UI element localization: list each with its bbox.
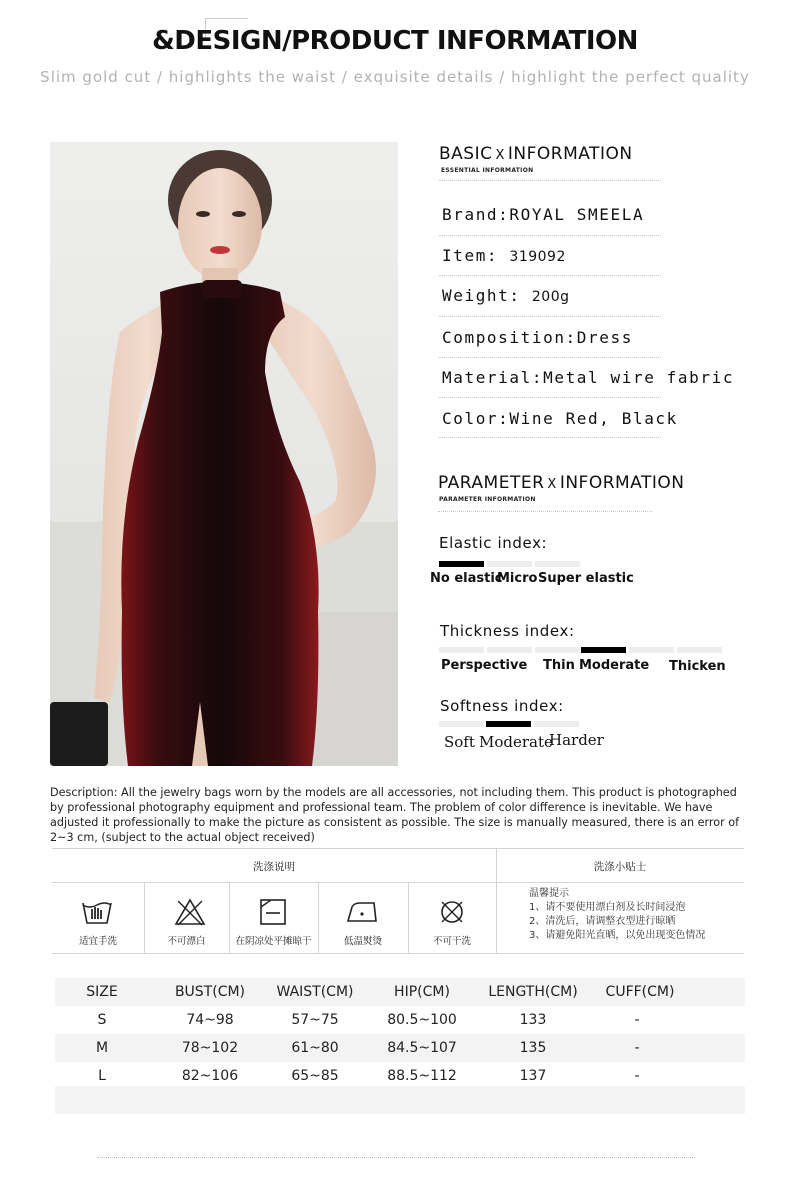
softness-index-bar bbox=[439, 721, 580, 727]
elastic-segment-active bbox=[439, 561, 484, 567]
softness-segment bbox=[439, 721, 484, 727]
info-value: Metal wire fabric bbox=[543, 368, 735, 387]
table-row bbox=[55, 1006, 745, 1034]
line-dry-shade-icon bbox=[257, 897, 289, 927]
info-row-weight bbox=[442, 286, 569, 305]
info-label: Composition: bbox=[442, 328, 577, 347]
product-photo bbox=[50, 142, 398, 766]
info-label: Item: bbox=[442, 246, 499, 265]
page-subtitle: Slim gold cut / highlights the waist / exquisite details / highlight the perfect quality bbox=[40, 68, 750, 86]
footer-divider bbox=[97, 1157, 695, 1158]
elastic-index-title: Elastic index: bbox=[439, 534, 548, 552]
softness-label-soft: Soft bbox=[444, 733, 475, 751]
wash-label-no-dry-clean: 不可干洗 bbox=[432, 936, 471, 947]
cell-size: M bbox=[95, 1040, 109, 1056]
info-row-material bbox=[442, 368, 734, 387]
tip-item: 3、请避免阳光直晒，以免出现变色情况 bbox=[529, 930, 706, 941]
cell-bust: 78~102 bbox=[181, 1040, 239, 1056]
thickness-segment-active bbox=[581, 647, 626, 653]
thickness-segment bbox=[439, 647, 484, 653]
elastic-index-bar bbox=[439, 561, 580, 567]
col-header-hip: HIP(CM) bbox=[394, 984, 450, 1000]
thickness-index-title: Thickness index: bbox=[440, 622, 575, 640]
title-x-mark: X bbox=[547, 477, 557, 492]
wash-label-low-iron: 低温熨烫 bbox=[343, 936, 382, 947]
low-iron-icon bbox=[346, 897, 378, 927]
thickness-segment bbox=[535, 647, 580, 653]
thickness-segment bbox=[629, 647, 674, 653]
elastic-label-super-elastic: Super elastic bbox=[538, 571, 634, 586]
softness-label-harder: Harder bbox=[549, 731, 604, 749]
info-value: ROYAL SMEELA bbox=[509, 205, 645, 224]
table-row bbox=[55, 1034, 745, 1062]
wash-label-hand-wash: 适宜手洗 bbox=[78, 936, 117, 947]
cell-waist: 57~75 bbox=[291, 1012, 339, 1028]
info-value: Dress bbox=[576, 328, 633, 347]
thickness-label-perspective: Perspective bbox=[441, 658, 528, 673]
thickness-segment bbox=[677, 647, 722, 653]
washing-tips-heading: 洗涤小贴士 bbox=[593, 861, 647, 873]
cell-size: L bbox=[98, 1068, 106, 1084]
thickness-segment bbox=[487, 647, 532, 653]
basic-info-title-right: INFORMATION bbox=[507, 144, 633, 164]
washing-table bbox=[52, 848, 744, 954]
parameter-info-title bbox=[438, 473, 685, 493]
divider bbox=[438, 511, 652, 512]
cell-cuff: - bbox=[634, 1040, 640, 1056]
tip-item: 1、请不要使用漂白剂及长时间浸泡 bbox=[529, 902, 686, 913]
wash-label-line-dry: 在阴凉处平摊晾干 bbox=[235, 936, 312, 947]
product-description: Description: All the jewelry bags worn by the models are all accessories, not including them. This product is photographed by professional photography equipment and professional team. The problem of color difference is inevitable. We have adjusted it professionally to make the picture as consistent as possible. The size is manually measured, there is an error of 2~3 cm, (subject to the actual object received) bbox=[50, 786, 740, 844]
parameter-info-subtitle: PARAMETER INFORMATION bbox=[439, 496, 536, 503]
wash-label-no-bleach: 不可漂白 bbox=[167, 936, 206, 947]
col-header-size: SIZE bbox=[86, 984, 118, 1000]
divider bbox=[439, 316, 661, 317]
cell-hip: 88.5~112 bbox=[387, 1068, 457, 1084]
parameter-info-title-left: PARAMETER bbox=[438, 473, 545, 493]
softness-label-moderate: Moderate bbox=[479, 733, 553, 751]
elastic-label-micro: Micro bbox=[497, 571, 538, 586]
divider bbox=[439, 437, 661, 438]
cell-cuff: - bbox=[634, 1068, 640, 1084]
divider bbox=[439, 180, 661, 181]
info-label: Color: bbox=[442, 409, 510, 428]
info-value: Wine Red, Black bbox=[509, 409, 678, 428]
table-row-empty bbox=[55, 1086, 745, 1114]
no-bleach-icon bbox=[174, 897, 206, 927]
info-row-color bbox=[442, 409, 678, 428]
softness-segment-active bbox=[486, 721, 531, 727]
parameter-info-title-right: INFORMATION bbox=[559, 473, 685, 493]
cell-bust: 82~106 bbox=[181, 1068, 239, 1084]
elastic-label-no-elastic: No elastic bbox=[430, 571, 503, 586]
divider bbox=[52, 882, 744, 883]
info-row-composition bbox=[442, 328, 633, 347]
cell-size: S bbox=[97, 1012, 107, 1028]
cell-waist: 61~80 bbox=[291, 1040, 339, 1056]
washing-tips bbox=[529, 887, 705, 943]
cell-waist: 65~85 bbox=[291, 1068, 339, 1084]
elastic-segment bbox=[535, 561, 580, 567]
cell-bust: 74~98 bbox=[186, 1012, 234, 1028]
tip-item: 2、清洗后，请调整衣型进行晾晒 bbox=[529, 916, 676, 927]
hand-wash-icon bbox=[81, 897, 113, 927]
softness-index-title: Softness index: bbox=[440, 697, 564, 715]
info-value: 200g bbox=[531, 289, 570, 305]
thickness-label-moderate: Moderate bbox=[579, 658, 650, 673]
basic-info-title bbox=[439, 144, 633, 164]
info-label: Weight: bbox=[442, 286, 521, 305]
col-header-bust: BUST(CM) bbox=[174, 984, 246, 1000]
title-x-mark: X bbox=[495, 148, 505, 163]
softness-segment bbox=[534, 721, 579, 727]
tips-heading: 温馨提示 bbox=[529, 888, 569, 899]
cell-length: 133 bbox=[519, 1012, 547, 1028]
thickness-index-bar bbox=[439, 647, 722, 653]
thickness-label-thicken: Thicken bbox=[669, 659, 726, 674]
col-header-length: LENGTH(CM) bbox=[488, 984, 578, 1000]
col-header-cuff: CUFF(CM) bbox=[605, 984, 675, 1000]
cell-hip: 84.5~107 bbox=[387, 1040, 457, 1056]
basic-info-title-left: BASIC bbox=[439, 144, 493, 164]
no-dry-clean-icon bbox=[436, 897, 468, 927]
info-label: Brand: bbox=[442, 205, 510, 224]
cell-length: 135 bbox=[519, 1040, 547, 1056]
page-title: &DESIGN/PRODUCT INFORMATION bbox=[152, 26, 638, 56]
basic-info-subtitle: ESSENTIAL INFORMATION bbox=[441, 167, 534, 174]
info-row-item bbox=[442, 246, 566, 265]
divider bbox=[439, 275, 661, 276]
cell-cuff: - bbox=[634, 1012, 640, 1028]
size-table-header bbox=[55, 978, 745, 1006]
info-row-brand bbox=[442, 205, 644, 224]
info-label: Material: bbox=[442, 368, 544, 387]
divider bbox=[439, 235, 661, 236]
washing-instructions-heading: 洗涤说明 bbox=[253, 861, 295, 873]
divider bbox=[439, 357, 661, 358]
model-illustration bbox=[50, 142, 398, 766]
cell-hip: 80.5~100 bbox=[387, 1012, 457, 1028]
elastic-segment bbox=[487, 561, 532, 567]
cell-length: 137 bbox=[519, 1068, 547, 1084]
thickness-label-thin: Thin bbox=[543, 658, 575, 673]
info-value: 319092 bbox=[509, 249, 566, 265]
divider bbox=[439, 397, 661, 398]
col-header-waist: WAIST(CM) bbox=[276, 984, 354, 1000]
